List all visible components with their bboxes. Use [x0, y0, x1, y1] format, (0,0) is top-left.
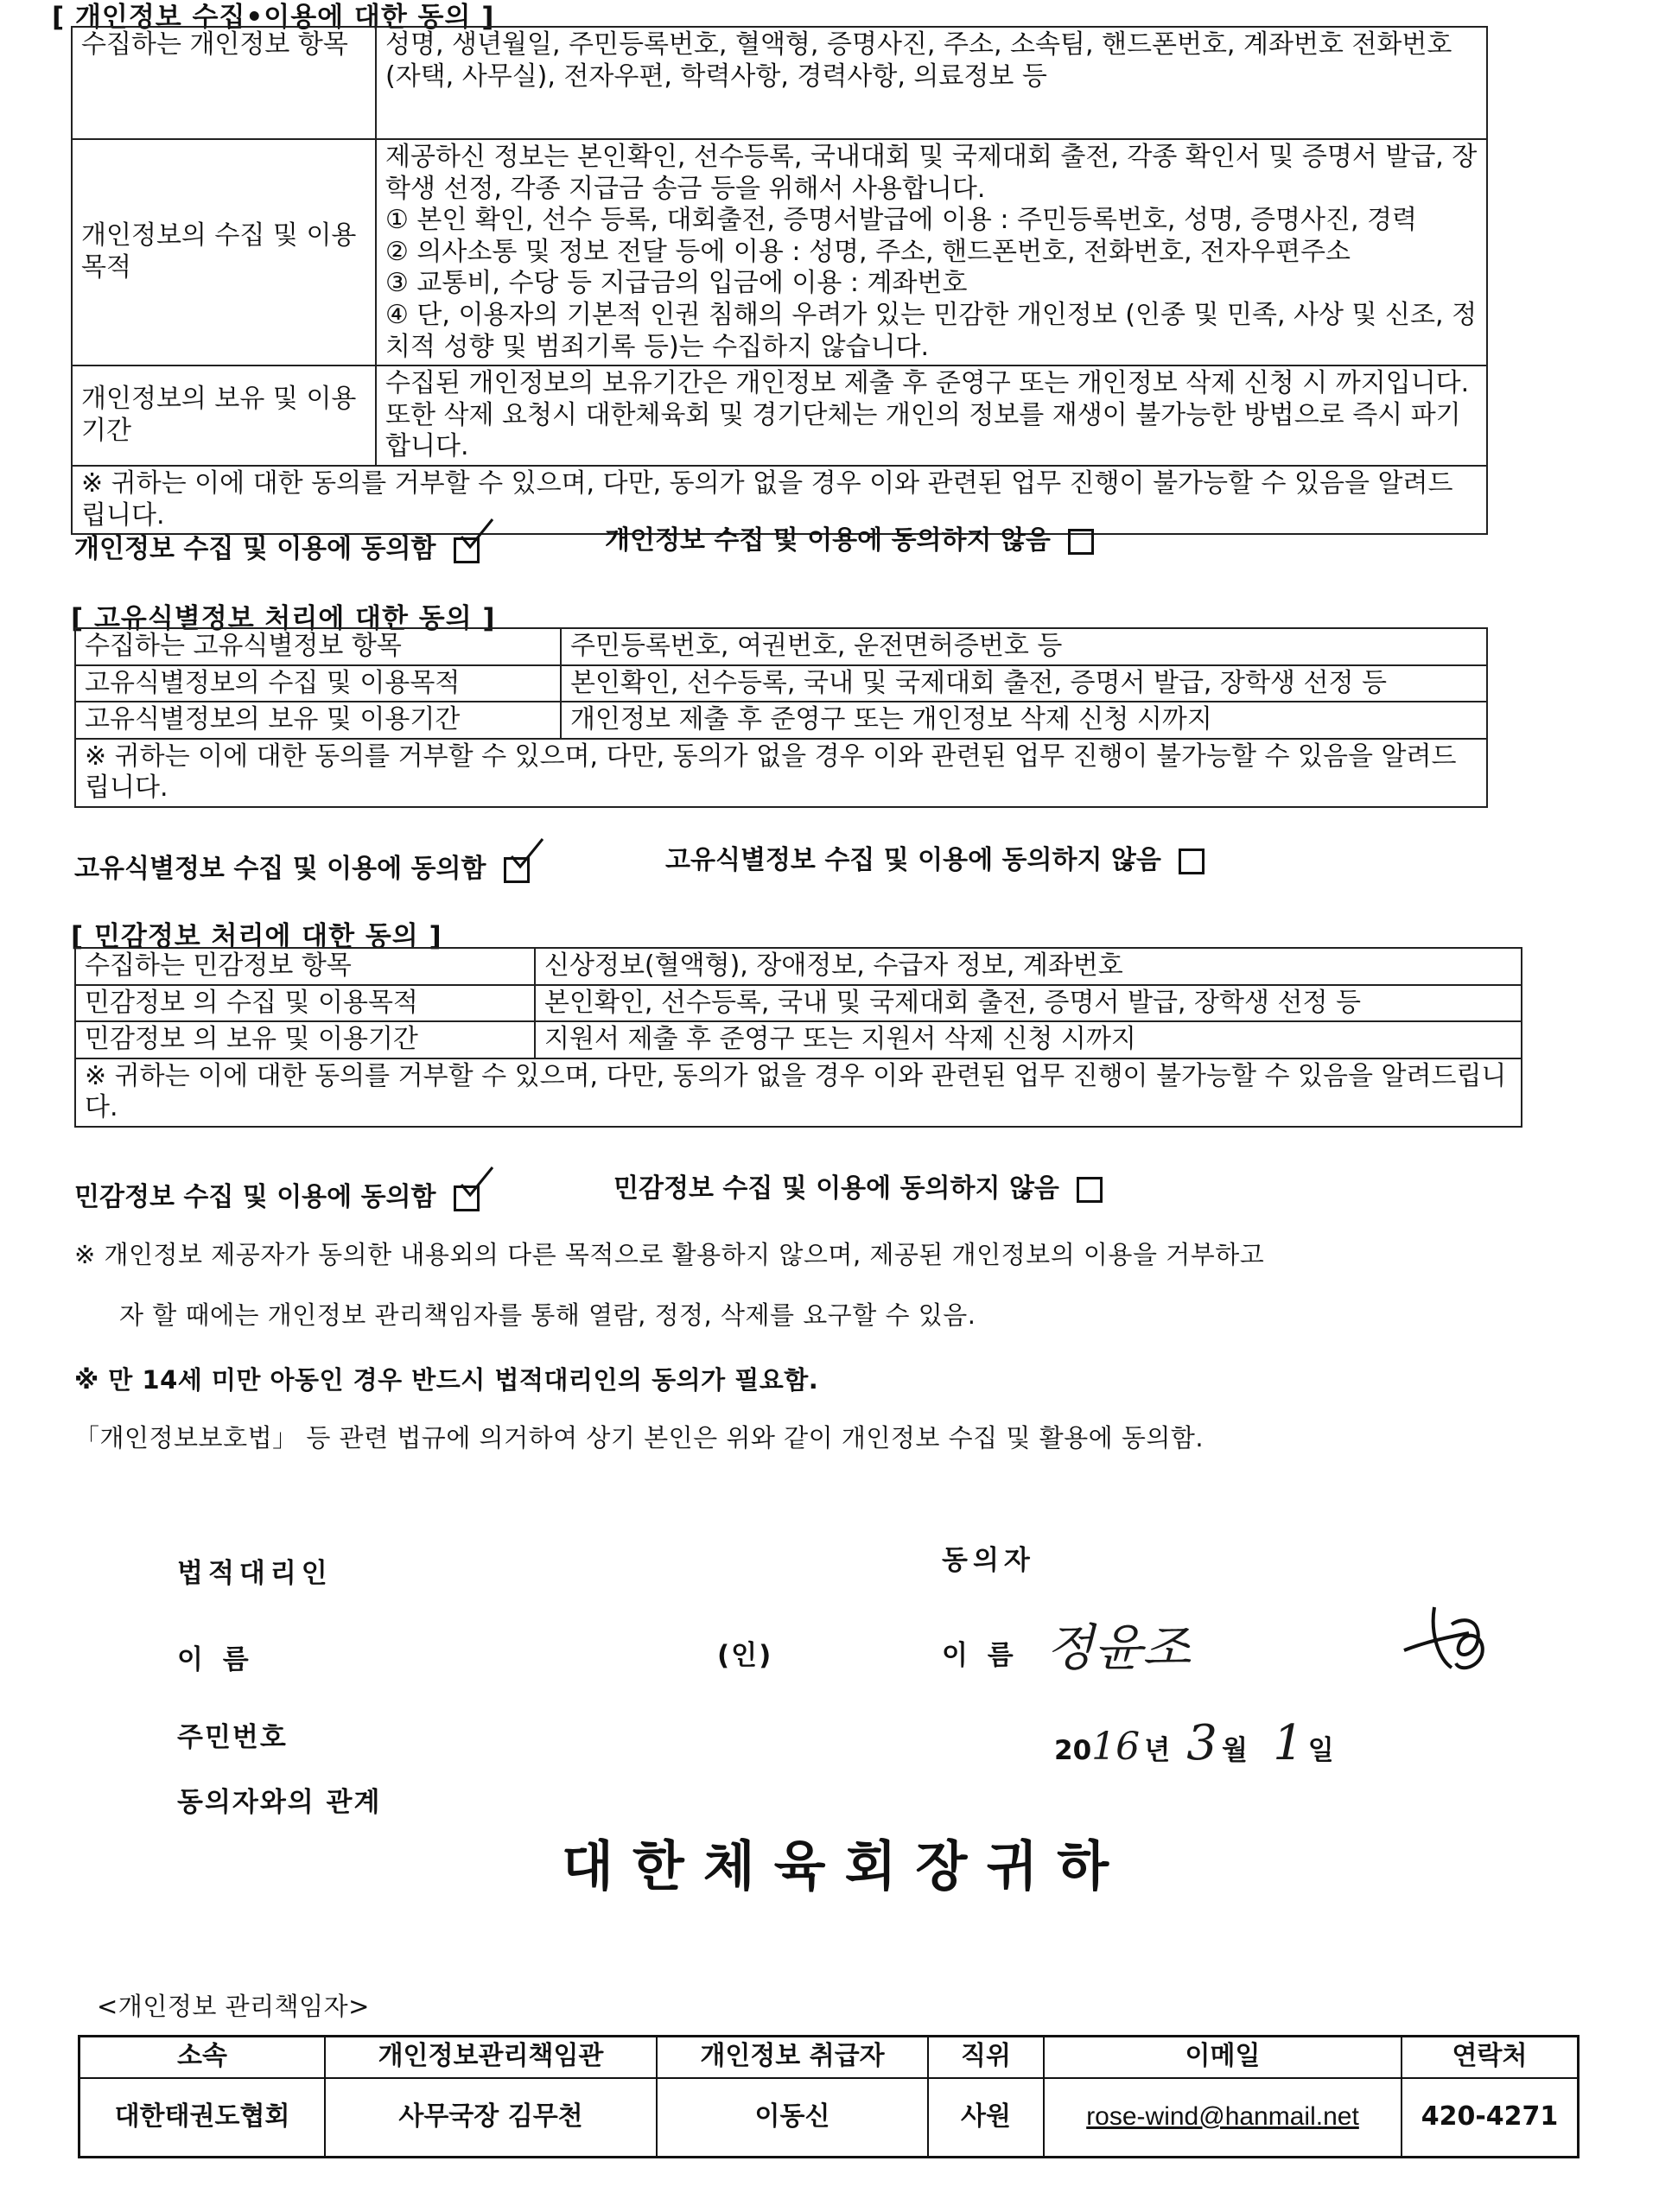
s2-agree-checkbox[interactable]: [504, 857, 530, 883]
s3-disagree-option[interactable]: [613, 1166, 1103, 1205]
manager-header-cell: 이메일: [1044, 2037, 1402, 2078]
section3-header: [ 민감정보 처리에 대한 동의 ]: [71, 921, 442, 952]
s2-row3-content: 개인정보 제출 후 준영구 또는 개인정보 삭제 신청 시까지: [561, 702, 1487, 739]
manager-email-link[interactable]: rose-wind@hanmail.net: [1044, 2078, 1402, 2158]
manager-header-cell: 개인정보관리책임관: [325, 2037, 657, 2078]
manager-header-cell: 직위: [928, 2037, 1044, 2078]
s1-row2-content: [376, 139, 1487, 365]
note-line-4: 「개인정보보호법」 등 관련 법규에 의거하여 상기 본인은 위와 같이 개인정보 수집 및 활용에 동의함.: [74, 1423, 1205, 1452]
relation-label: 동의자와의 관계: [177, 1787, 382, 1818]
s1-row1-label: 수집하는 개인정보 항목: [72, 27, 376, 139]
s1-purpose-line: ① 본인 확인, 선수 등록, 대회출전, 증명서발급에 이용 : 주민등록번호, 성명, 증명사진, 경력: [385, 205, 1417, 236]
manager-title: <개인정보 관리책임자>: [97, 1992, 370, 2021]
signature-scribble-icon: [1400, 1590, 1503, 1676]
s3-disagree-checkbox[interactable]: [1077, 1177, 1103, 1203]
s1-row2-label: 개인정보의 수집 및 이용목적: [72, 139, 376, 365]
s2-disagree-checkbox[interactable]: [1179, 849, 1205, 874]
s1-disagree-checkbox[interactable]: [1068, 529, 1094, 555]
s2-disagree-label: 고유식별정보 수집 및 이용에 동의하지 않음: [665, 845, 1161, 875]
s1-purpose-line: 제공하신 정보는 본인확인, 선수등록, 국내대회 및 국제대회 출전, 각종 확인서 및 증명서 발급, 장학생 선정, 각종 지급금 송금 등을 위해서 사용합니다.: [385, 142, 1478, 204]
s2-agree-label: 고유식별정보 수집 및 이용에 동의함: [74, 854, 486, 884]
s3-note: ※ 귀하는 이에 대한 동의를 거부할 수 있으며, 다만, 동의가 없을 경우 이와 관련된 업무 진행이 불가능할 수 있음을 알려드립니다.: [75, 1058, 1522, 1127]
section2-header: [ 고유식별정보 처리에 대한 동의 ]: [71, 603, 496, 634]
s2-row2-content: 본인확인, 선수등록, 국내 및 국제대회 출전, 증명서 발급, 장학생 선정 등: [561, 665, 1487, 702]
s1-purpose-line: ④ 단, 이용자의 기본적 인권 침해의 우려가 있는 민감한 개인정보 (인종 및 민족, 사상 및 신조, 정치적 성향 및 범죄기록 등)는 수집하지 않습니다.: [385, 299, 1478, 362]
s3-agree-label: 민감정보 수집 및 이용에 동의함: [74, 1182, 436, 1212]
s1-row3-label: 개인정보의 보유 및 이용기간: [72, 365, 376, 466]
s2-note: ※ 귀하는 이에 대한 동의를 거부할 수 있으며, 다만, 동의가 없을 경우 이와 관련된 업무 진행이 불가능할 수 있음을 알려드립니다.: [75, 739, 1487, 807]
note-line-1: ※ 개인정보 제공자가 동의한 내용외의 다른 목적으로 활용하지 않으며, 제공된 개인정보의 이용을 거부하고: [74, 1240, 1265, 1269]
s3-row3-content: 지원서 제출 후 준영구 또는 지원서 삭제 신청 시까지: [535, 1021, 1522, 1058]
s1-row3-content: 수집된 개인정보의 보유기간은 개인정보 제출 후 준영구 또는 개인정보 삭제 신청 시 까지입니다. 또한 삭제 요청시 대한체육회 및 경기단체는 개인의 정보를 재생이 불가능한 방법으로 즉시 파기합니다.: [376, 365, 1487, 466]
consenter-label: 동의자: [942, 1545, 1035, 1576]
check-mark-icon: [508, 837, 546, 875]
section2-table: [74, 627, 1488, 808]
manager-header-cell: 소속: [79, 2037, 326, 2078]
s1-purpose-line: ③ 교통비, 수당 등 지급금의 입금에 이용 : 계좌번호: [385, 268, 968, 299]
s3-agree-option[interactable]: [74, 1175, 480, 1213]
date-line: [1054, 1715, 1334, 1771]
s1-agree-label: 개인정보 수집 및 이용에 동의함: [74, 534, 436, 564]
manager-cell-officer: 사무국장 김무천: [325, 2078, 657, 2158]
section1-header: [ 개인정보 수집•이용에 대한 동의 ]: [52, 2, 495, 33]
check-mark-icon: [458, 1166, 496, 1204]
s1-disagree-label: 개인정보 수집 및 이용에 동의하지 않음: [605, 525, 1051, 556]
section1-table: [71, 26, 1488, 535]
recipient-title: 대한체육회장귀하: [562, 1834, 1128, 1897]
s3-row1-label: 수집하는 민감정보 항목: [75, 948, 535, 985]
manager-table: [78, 2035, 1580, 2158]
legal-rep-label: 법적대리인: [177, 1558, 333, 1589]
date-day-hand: 1: [1273, 1715, 1304, 1771]
s2-disagree-option[interactable]: [665, 838, 1205, 876]
s1-disagree-option[interactable]: [605, 518, 1094, 556]
date-month-suffix: 월: [1222, 1735, 1248, 1766]
manager-cell-handler: 이동신: [657, 2078, 928, 2158]
s2-row2-label: 고유식별정보의 수집 및 이용목적: [75, 665, 561, 702]
note-line-2: 자 할 때에는 개인정보 관리책임자를 통해 열람, 정정, 삭제를 요구할 수 있음.: [119, 1300, 976, 1330]
date-year-suffix: 년: [1144, 1735, 1171, 1766]
s3-row2-content: 본인확인, 선수등록, 국내 및 국제대회 출전, 증명서 발급, 장학생 선정 등: [535, 985, 1522, 1022]
date-day-suffix: 일: [1307, 1735, 1334, 1766]
date-month-hand: 3: [1186, 1715, 1217, 1771]
s2-row1-label: 수집하는 고유식별정보 항목: [75, 628, 561, 665]
manager-cell-org: 대한태권도협회: [79, 2078, 326, 2158]
s1-agree-checkbox[interactable]: [454, 537, 480, 563]
section3-table: [74, 947, 1522, 1128]
s3-row3-label: 민감정보 의 보유 및 이용기간: [75, 1021, 535, 1058]
s3-row1-content: 신상정보(혈액형), 장애정보, 수급자 정보, 계좌번호: [535, 948, 1522, 985]
s3-agree-checkbox[interactable]: [454, 1185, 480, 1211]
s2-agree-option[interactable]: [74, 847, 530, 885]
s3-disagree-label: 민감정보 수집 및 이용에 동의하지 않음: [613, 1173, 1059, 1204]
s1-row1-content: 성명, 생년월일, 주민등록번호, 혈액형, 증명사진, 주소, 소속팀, 핸드폰번호, 계좌번호 전화번호(자택, 사무실), 전자우편, 학력사항, 경력사항, 의료정보 등: [376, 27, 1487, 139]
s2-row3-label: 고유식별정보의 보유 및 이용기간: [75, 702, 561, 739]
date-year-hand: 16: [1091, 1725, 1141, 1769]
date-prefix: 20: [1054, 1735, 1092, 1766]
check-mark-icon: [458, 518, 496, 556]
manager-header-cell: 연락처: [1402, 2037, 1579, 2078]
consenter-name-handwritten: 정윤조: [1046, 1618, 1192, 1677]
legal-rep-name-label: 이 름: [177, 1644, 254, 1675]
resident-number-label: 주민번호: [177, 1722, 288, 1753]
s2-row1-content: 주민등록번호, 여권번호, 운전면허증번호 등: [561, 628, 1487, 665]
note-line-3: ※ 만 14세 미만 아동인 경우 반드시 법적대리인의 동의가 필요함.: [74, 1365, 819, 1395]
manager-cell-position: 사원: [928, 2078, 1044, 2158]
manager-header-cell: 개인정보 취급자: [657, 2037, 928, 2078]
s1-note: ※ 귀하는 이에 대한 동의를 거부할 수 있으며, 다만, 동의가 없을 경우 이와 관련된 업무 진행이 불가능할 수 있음을 알려드립니다.: [72, 466, 1487, 534]
seal-mark: (인): [717, 1640, 773, 1671]
s1-agree-option[interactable]: [74, 527, 480, 565]
consenter-name-label: 이 름: [942, 1640, 1019, 1671]
s1-purpose-line: ② 의사소통 및 정보 전달 등에 이용 : 성명, 주소, 핸드폰번호, 전화번호, 전자우편주소: [385, 236, 1351, 267]
manager-cell-phone: 420-4271: [1402, 2078, 1579, 2158]
s3-row2-label: 민감정보 의 수집 및 이용목적: [75, 985, 535, 1022]
